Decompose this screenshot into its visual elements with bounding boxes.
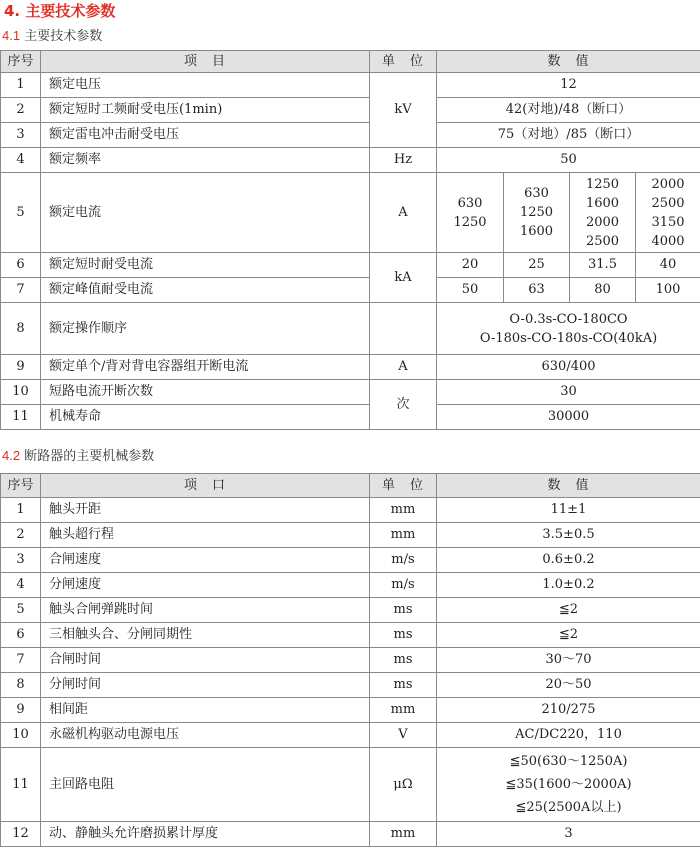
table-row (1, 498, 700, 523)
mechanical-parameters-table (0, 473, 700, 847)
item-cell: 动、静触头允许磨损累计厚度 (41, 822, 370, 847)
item-cell: 额定短时工频耐受电压(1min) (41, 98, 370, 123)
unit-cell: kA (370, 253, 437, 303)
value-cell: 25 (504, 253, 570, 278)
table-row (1, 598, 700, 623)
seq-cell: 7 (1, 278, 41, 303)
item-cell: 分闸时间 (41, 673, 370, 698)
item-cell: 分闸速度 (41, 573, 370, 598)
unit-cell: A (370, 355, 437, 380)
seq-cell: 10 (1, 380, 41, 405)
value-cell: ≦2 (437, 623, 700, 648)
value-cell: 12 (437, 73, 700, 98)
unit-cell: mm (370, 822, 437, 847)
header-unit: 单 位 (370, 474, 437, 498)
value-cell: 30000 (437, 405, 700, 430)
table-row (1, 173, 700, 253)
table-row (1, 548, 700, 573)
technical-parameters-table (0, 50, 700, 430)
value-cell: O-0.3s-CO-180CO O-180s-CO-180s-CO(40kA) (437, 303, 700, 355)
table-row (1, 380, 700, 405)
header-seq: 序号 (1, 51, 41, 73)
table-header-row (1, 474, 700, 498)
current-range-cell: 630 1250 1600 (504, 173, 570, 253)
seq-cell: 4 (1, 148, 41, 173)
seq-cell: 9 (1, 355, 41, 380)
seq-cell: 4 (1, 573, 41, 598)
header-value: 数 值 (437, 474, 700, 498)
header-seq: 序号 (1, 474, 41, 498)
value-cell: 30～70 (437, 648, 700, 673)
value-cell: 31.5 (570, 253, 636, 278)
item-cell: 三相触头合、分闸同期性 (41, 623, 370, 648)
value-cell: 50 (437, 278, 504, 303)
subsection-text: 主要技术参数 (24, 29, 103, 44)
table-row (1, 673, 700, 698)
unit-cell: m/s (370, 573, 437, 598)
seq-cell: 11 (1, 748, 41, 822)
value-cell: 50 (437, 148, 700, 173)
unit-cell: Hz (370, 148, 437, 173)
subsection-number: 4.1 (2, 28, 21, 43)
header-item: 项 口 (41, 474, 370, 498)
item-cell: 触头合闸弹跳时间 (41, 598, 370, 623)
value-cell: 42(对地)/48（断口） (437, 98, 700, 123)
table-row (1, 253, 700, 278)
item-cell: 合闸速度 (41, 548, 370, 573)
unit-cell: ms (370, 598, 437, 623)
value-cell: 80 (570, 278, 636, 303)
item-cell: 额定电流 (41, 173, 370, 253)
table-row (1, 405, 700, 430)
value-cell: 3.5±0.5 (437, 523, 700, 548)
unit-cell: μΩ (370, 748, 437, 822)
seq-cell: 3 (1, 548, 41, 573)
unit-cell: ms (370, 648, 437, 673)
value-cell: 630/400 (437, 355, 700, 380)
unit-cell: A (370, 173, 437, 253)
table-row (1, 523, 700, 548)
value-cell: 11±1 (437, 498, 700, 523)
table-row (1, 623, 700, 648)
subsection-title-4-1 (2, 26, 102, 46)
item-cell: 额定峰值耐受电流 (41, 278, 370, 303)
table-row (1, 148, 700, 173)
header-value: 数 值 (437, 51, 700, 73)
table-row (1, 123, 700, 148)
item-cell: 额定短时耐受电流 (41, 253, 370, 278)
value-cell: 20 (437, 253, 504, 278)
item-cell: 触头超行程 (41, 523, 370, 548)
table-row (1, 698, 700, 723)
unit-cell: mm (370, 698, 437, 723)
value-cell: 0.6±0.2 (437, 548, 700, 573)
seq-cell: 8 (1, 303, 41, 355)
value-cell: 30 (437, 380, 700, 405)
table-row (1, 355, 700, 380)
item-cell: 额定操作顺序 (41, 303, 370, 355)
table-row (1, 648, 700, 673)
item-cell: 额定频率 (41, 148, 370, 173)
table-row (1, 723, 700, 748)
item-cell: 合闸时间 (41, 648, 370, 673)
value-cell: 1.0±0.2 (437, 573, 700, 598)
seq-cell: 5 (1, 173, 41, 253)
seq-cell: 9 (1, 698, 41, 723)
value-cell: 100 (636, 278, 700, 303)
item-cell: 永磁机构驱动电源电压 (41, 723, 370, 748)
seq-cell: 6 (1, 253, 41, 278)
table-row (1, 98, 700, 123)
value-cell: 40 (636, 253, 700, 278)
item-cell: 触头开距 (41, 498, 370, 523)
seq-cell: 2 (1, 523, 41, 548)
unit-cell: mm (370, 523, 437, 548)
unit-cell: mm (370, 498, 437, 523)
value-cell: 20～50 (437, 673, 700, 698)
value-cell: ≦2 (437, 598, 700, 623)
table-row (1, 303, 700, 355)
unit-cell (370, 303, 437, 355)
item-cell: 额定电压 (41, 73, 370, 98)
table-header-row (1, 51, 700, 73)
unit-cell: m/s (370, 548, 437, 573)
unit-cell: V (370, 723, 437, 748)
value-cell: ≦50(630～1250A) ≦35(1600～2000A) ≦25(2500A以上) (437, 748, 700, 822)
unit-cell: ms (370, 673, 437, 698)
item-cell: 额定单个/背对背电容器组开断电流 (41, 355, 370, 380)
seq-cell: 11 (1, 405, 41, 430)
seq-cell: 1 (1, 498, 41, 523)
item-cell: 短路电流开断次数 (41, 380, 370, 405)
seq-cell: 1 (1, 73, 41, 98)
subsection-number: 4.2 (2, 448, 21, 463)
value-cell: AC/DC220，110 (437, 723, 700, 748)
seq-cell: 5 (1, 598, 41, 623)
section-title: 4. 主要技术参数 (4, 2, 116, 20)
unit-cell: ms (370, 623, 437, 648)
seq-cell: 12 (1, 822, 41, 847)
value-cell: 3 (437, 822, 700, 847)
subsection-text: 断路器的主要机械参数 (24, 449, 155, 464)
item-cell: 机械寿命 (41, 405, 370, 430)
header-unit: 单 位 (370, 51, 437, 73)
table-row (1, 748, 700, 822)
item-cell: 额定雷电冲击耐受电压 (41, 123, 370, 148)
item-cell: 主回路电阻 (41, 748, 370, 822)
seq-cell: 2 (1, 98, 41, 123)
header-item: 项 目 (41, 51, 370, 73)
table-row (1, 73, 700, 98)
current-range-cell: 2000 2500 3150 4000 (636, 173, 700, 253)
seq-cell: 3 (1, 123, 41, 148)
value-cell: 210/275 (437, 698, 700, 723)
seq-cell: 7 (1, 648, 41, 673)
seq-cell: 10 (1, 723, 41, 748)
table-row (1, 278, 700, 303)
table-row (1, 573, 700, 598)
seq-cell: 6 (1, 623, 41, 648)
item-cell: 相间距 (41, 698, 370, 723)
unit-cell: 次 (370, 380, 437, 430)
table-row (1, 822, 700, 847)
value-cell: 63 (504, 278, 570, 303)
subsection-title-4-2 (2, 446, 154, 466)
current-range-cell: 1250 1600 2000 2500 (570, 173, 636, 253)
current-range-cell: 630 1250 (437, 173, 504, 253)
value-cell: 75（对地）/85（断口） (437, 123, 700, 148)
seq-cell: 8 (1, 673, 41, 698)
unit-cell: kV (370, 73, 437, 148)
